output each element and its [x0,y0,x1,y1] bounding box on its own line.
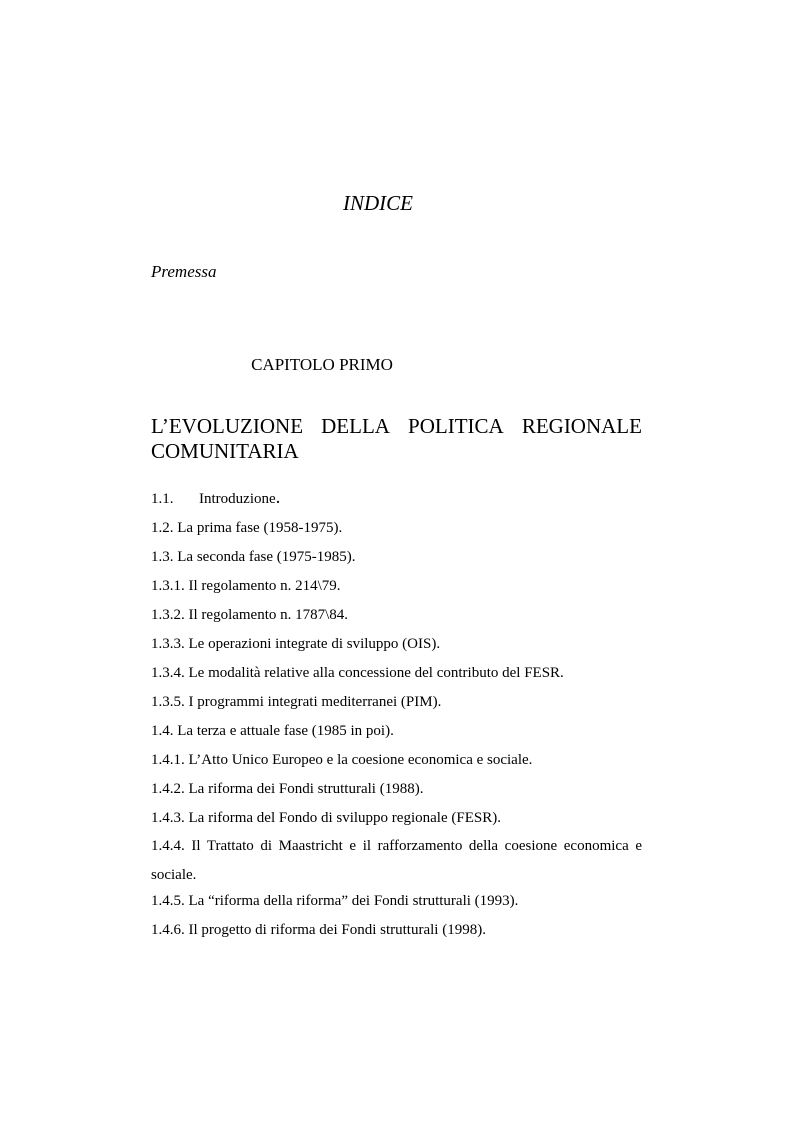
chapter-title-line-1 [151,414,642,439]
toc-entry-1-1 [151,487,642,509]
index-title: INDICE [343,191,413,215]
toc-entry: 1.4.1. L’Atto Unico Europeo e la coesione economica e sociale. [151,752,533,768]
chapter-title-word: REGIONALE [521,414,642,438]
table-of-contents [151,487,642,948]
toc-entry: 1.4.3. La riforma del Fondo di sviluppo regionale (FESR). [151,810,501,826]
toc-entry-title: Introduzione [199,491,276,507]
chapter-title-line-2: COMUNITARIA [151,439,299,463]
toc-entry: 1.2. La prima fase (1958-1975). [151,520,343,536]
toc-entry: 1.3.4. Le modalità relative alla concessione del contributo del FESR. [151,665,564,681]
chapter-title-word: L’EVOLUZIONE [151,414,304,438]
chapter-title-word: DELLA [321,414,390,438]
chapter-title [151,414,642,464]
toc-entry: 1.3.5. I programmi integrati mediterranei (PIM). [151,694,442,710]
toc-entry: 1.4.6. Il progetto di riforma dei Fondi strutturali (1998). [151,922,486,938]
toc-entry-number: 1.1. [151,491,174,507]
toc-entry: 1.3.2. Il regolamento n. 1787\84. [151,607,349,623]
toc-entry: 1.3.1. Il regolamento n. 214\79. [151,578,341,594]
chapter-title-word: POLITICA [408,414,504,438]
chapter-label: CAPITOLO PRIMO [251,355,393,374]
toc-entry-end: . [275,487,281,508]
toc-entry: 1.4. La terza e attuale fase (1985 in poi). [151,723,394,739]
toc-entry: 1.4.2. La riforma dei Fondi strutturali (1988). [151,781,424,797]
toc-entry: 1.3. La seconda fase (1975-1985). [151,549,356,565]
premessa-entry: Premessa [151,262,217,281]
toc-entry: 1.3.3. Le operazioni integrate di sviluppo (OIS). [151,636,441,652]
toc-entry: 1.4.5. La “riforma della riforma” dei Fondi strutturali (1993). [151,893,519,909]
toc-entry-wrapped: 1.4.4. Il Trattato di Maastricht e il rafforzamento della coesione economica e sociale. [151,838,642,883]
